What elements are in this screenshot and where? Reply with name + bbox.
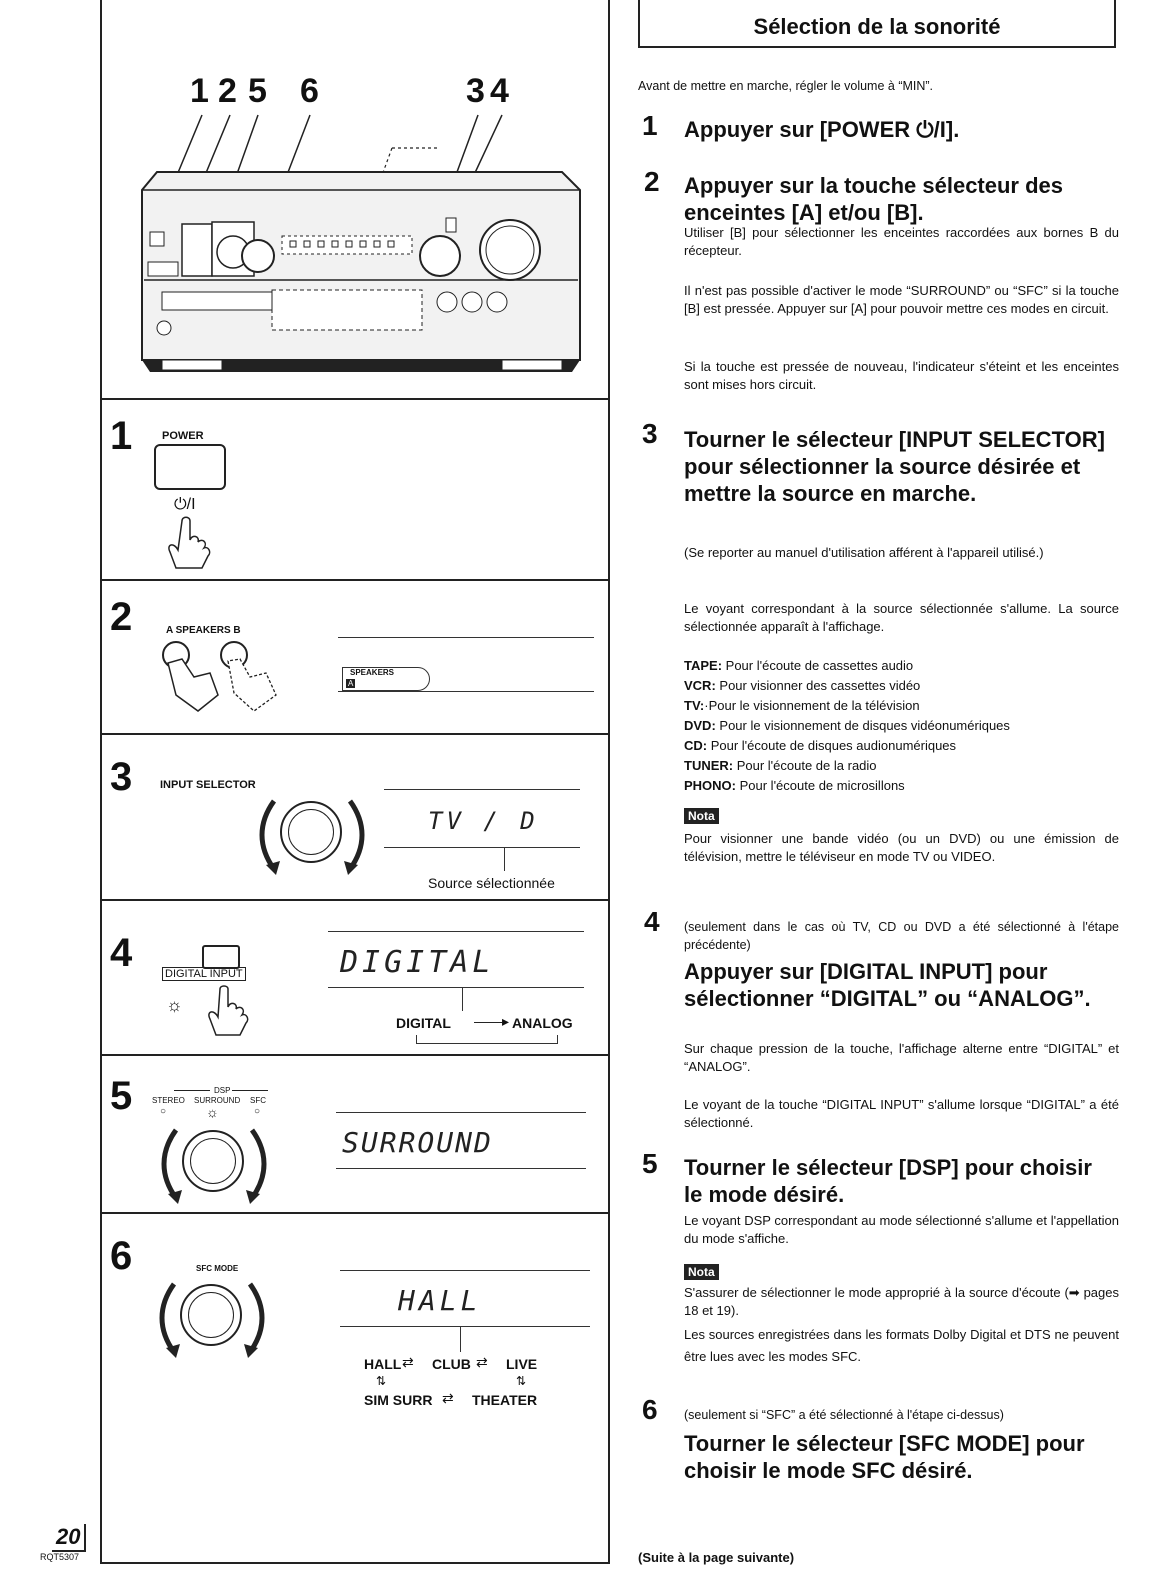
digital-mode: DIGITAL [396,1015,451,1031]
callout-1: 1 [190,72,209,110]
paragraph: Le voyant DSP correspondant au mode sélectionné s'allume et l'appellation du mode s'affiche. [684,1213,1119,1246]
updown-arrow-icon: ⇅ [516,1374,527,1388]
nota-badge: Nota [684,808,719,824]
dsp-display-text: SURROUND [342,1126,493,1159]
swap-arrow-icon: ⇄ [442,1390,454,1406]
analog-mode: ANALOG [512,1015,573,1031]
input-selector-label: INPUT SELECTOR [160,779,256,791]
step-number: 1 [642,110,658,141]
speakers-display-label: SPEAKERS [350,668,395,677]
nota-text: S'assurer de sélectionner le mode approprié à la source d'écoute (➡ pages 18 et 19). [684,1285,1119,1318]
illustration-column [100,0,610,1564]
callout-6: 6 [300,72,319,110]
mode-pointer [460,1326,461,1352]
panel-number: 2 [110,595,133,639]
mode-stereo: STEREO [152,1096,185,1105]
sfc-indicator: ○ [254,1106,261,1117]
indicator-light-icon: ☼ [166,995,183,1015]
step-number: 2 [644,166,660,197]
caption-pointer [504,847,505,871]
power-label: POWER [162,430,204,442]
rotate-arrows-icon [152,1276,272,1360]
nota-text: Pour visionner une bande vidéo (ou un DVD) ou une émission de télévision, mettre le téléviseur en mode TV ou VIDEO. [684,831,1119,864]
source-list [684,656,1124,796]
speakers-a-badge: A [348,679,354,688]
panel-power [102,398,608,579]
return-arrow [416,1035,558,1044]
paragraph: Le voyant de la touche “DIGITAL INPUT” s'allume lorsque “DIGITAL” a été sélectionné. [684,1097,1119,1130]
step-number: 3 [642,418,658,449]
step-title: Tourner le sélecteur [DSP] pour choisir le mode désiré. [684,1155,1092,1207]
step-number: 6 [642,1394,658,1425]
paragraph: (Se reporter au manuel d'utilisation afférent à l'appareil utilisé.) [684,545,1044,560]
rotate-arrows-icon [154,1122,274,1206]
step-number: 4 [644,906,660,937]
mode-sfc: SFC [250,1096,266,1105]
toggle-arrow-icon: ——▸ [474,1013,510,1029]
panel-dsp [102,1054,608,1212]
mode-surround: SURROUND [194,1096,241,1105]
updown-arrow-icon: ⇅ [376,1374,387,1388]
step-title: Appuyer sur [POWER ⏻/I]. [684,117,960,142]
hand-icon [206,985,266,1039]
paragraph: Sur chaque pression de la touche, l'affichage alterne entre “DIGITAL” et “ANALOG”. [684,1041,1119,1074]
continued-note: (Suite à la page suivante) [638,1550,795,1565]
list-item: TV:·Pour le visionnement de la télévision [684,698,920,713]
input-display-text: TV / D [428,807,539,835]
digital-display-text: DIGITAL [340,945,495,980]
callout-3: 3 [466,72,485,110]
speakers-label: A SPEAKERS B [166,625,241,636]
paragraph: Utiliser [B] pour sélectionner les enceintes raccordées aux bornes B du récepteur. [684,225,1119,258]
dsp-display [336,1112,586,1174]
dsp-line-left [174,1090,210,1091]
list-item: PHONO: Pour l'écoute de microsillons [684,778,905,793]
paragraph: Il n'est pas possible d'activer le mode “SURROUND” ou “SFC” si la touche [B] est pressée. Appuyer sur [A] pour pouvoir mettre ces modes en circuit. [684,283,1119,316]
hand-icon [162,516,232,574]
rotate-arrows-icon [252,793,372,877]
cycle-hall: HALL [364,1356,402,1372]
panel-number: 1 [110,414,133,458]
list-item: TUNER: Pour l'écoute de la radio [684,758,877,773]
step-title: Tourner le sélecteur [INPUT SELECTOR] pour sélectionner la source désirée et mettre la source en marche. [684,427,1105,506]
step-precondition: (seulement dans le cas où TV, CD ou DVD a été sélectionné à l'étape précédente) [684,920,1119,952]
speakers-display [338,637,594,697]
power-button[interactable] [154,444,226,490]
panel-input-selector [102,733,608,899]
surround-indicator: ☼ [206,1104,219,1120]
stereo-indicator: ○ [160,1106,167,1117]
source-caption: Source sélectionnée [428,875,555,891]
panel-number: 4 [110,931,133,975]
list-item: VCR: Pour visionner des cassettes vidéo [684,678,921,693]
panel-sfc-mode [102,1212,608,1562]
callout-5: 5 [248,72,267,110]
step-number: 5 [642,1148,658,1179]
step-title: Tourner le sélecteur [SFC MODE] pour choisir le mode SFC désiré. [684,1431,1085,1483]
document-code: RQT5307 [40,1552,80,1562]
nota-badge: Nota [684,1264,719,1280]
panel-number: 6 [110,1234,133,1278]
callout-2: 2 [218,72,237,110]
step-title: Appuyer sur la touche sélecteur des enceintes [A] et/ou [B]. [684,173,1064,225]
paragraph: Si la touche est pressée de nouveau, l'indicateur s'éteint et les enceintes sont mises hors circuit. [684,359,1119,392]
receiver-drawing [102,0,608,396]
panel-speakers [102,579,608,733]
swap-arrow-icon: ⇄ [402,1354,414,1370]
cycle-theater: THEATER [472,1392,538,1408]
intro-text: Avant de mettre en marche, régler le volume à “MIN”. [638,79,934,93]
hands-icon [158,655,288,721]
dsp-line-right [232,1090,268,1091]
page-number: 20 [52,1524,86,1552]
cycle-club: CLUB [432,1356,471,1372]
digital-input-label: DIGITAL INPUT [162,967,246,981]
list-item: TAPE: Pour l'écoute de cassettes audio [684,658,914,673]
panel-number: 5 [110,1074,133,1118]
receiver-illustration [102,0,608,396]
nota-text: Les sources enregistrées dans les formats Dolby Digital et DTS ne peuvent être lues avec les modes SFC. [684,1327,1119,1364]
sfc-mode-label: SFC MODE [196,1264,239,1273]
power-symbol: ⏻/I [174,496,196,513]
callout-4: 4 [490,72,509,110]
input-display [384,789,580,853]
paragraph: Le voyant correspondant à la source sélectionnée s'allume. La source sélectionnée apparaît à l'affichage. [684,601,1119,634]
list-item: CD: Pour l'écoute de disques audionumériques [684,738,957,753]
panel-number: 3 [110,755,133,799]
digital-display [328,931,584,993]
step-precondition: (seulement si “SFC” a été sélectionné à l'étape ci-dessus) [684,1408,1004,1422]
panel-digital-input [102,899,608,1054]
section-title-box [638,0,1116,48]
step-title: Appuyer sur [DIGITAL INPUT] pour sélectionner “DIGITAL” ou “ANALOG”. [684,959,1091,1011]
dsp-label: DSP [214,1086,231,1095]
digital-input-button[interactable] [202,945,240,969]
sfc-display [340,1270,590,1332]
sfc-display-text: HALL [398,1284,482,1317]
mode-pointer [462,987,463,1011]
cycle-sim-surr: SIM SURR [364,1392,433,1408]
swap-arrow-icon: ⇄ [476,1354,488,1370]
section-title: Sélection de la sonorité [753,14,1001,39]
cycle-live: LIVE [506,1356,538,1372]
list-item: DVD: Pour le visionnement de disques vidéonumériques [684,718,1010,733]
